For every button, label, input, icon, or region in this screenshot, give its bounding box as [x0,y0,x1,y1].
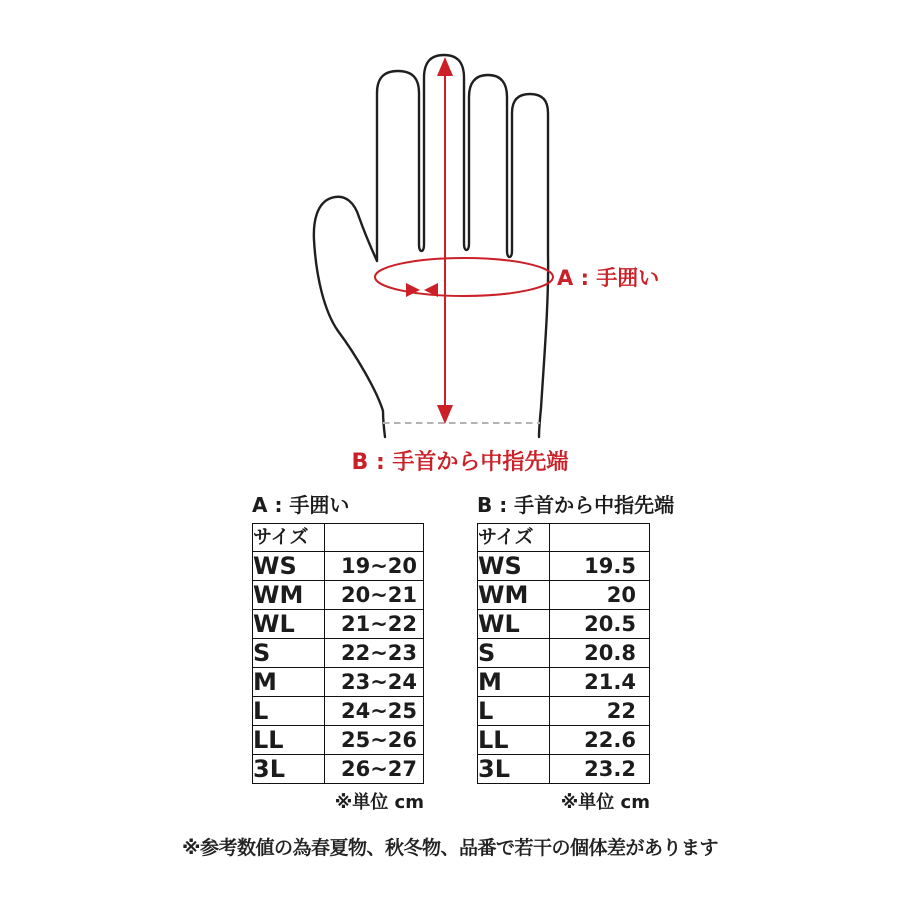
table-b-title: B : 手首から中指先端 [477,493,675,517]
size-cell: L [478,697,550,726]
size-cell: WS [253,552,325,581]
size-cell: M [253,668,325,697]
table-a-section [252,494,424,814]
value-cell: 25~26 [325,726,424,755]
size-cell: 3L [253,755,325,784]
value-cell: 23.2 [550,755,650,784]
table-row [253,726,424,755]
size-cell: LL [253,726,325,755]
label-wrist-to-fingertip: B : 手首から中指先端 [351,450,569,475]
size-cell: S [478,639,550,668]
value-cell: 26~27 [325,755,424,784]
value-cell: 22.6 [550,726,650,755]
size-cell: WM [253,581,325,610]
table-row [478,755,650,784]
value-cell: 21.4 [550,668,650,697]
value-cell: 19.5 [550,552,650,581]
size-header-cell: サイズ [478,524,550,552]
size-cell: WM [478,581,550,610]
value-cell: 23~24 [325,668,424,697]
value-cell: 19~20 [325,552,424,581]
table-a-hand-circumference [252,523,424,784]
size-cell: WL [253,610,325,639]
unit-note-a: ※単位 cm [334,792,424,813]
unit-note-b: ※単位 cm [560,792,650,813]
value-cell: 22 [550,697,650,726]
table-row [478,668,650,697]
table-row [253,581,424,610]
table-row [253,668,424,697]
hand-outline [314,55,548,437]
reference-footnote: ※参考数値の為春夏物、秋冬物、品番で若干の個体差があります [182,837,718,859]
value-cell: 22~23 [325,639,424,668]
value-header-cell [550,524,650,552]
size-cell: M [478,668,550,697]
table-row [478,552,650,581]
table-row [253,610,424,639]
size-cell: WL [478,610,550,639]
table-row [478,581,650,610]
size-cell: LL [478,726,550,755]
table-b-wrist-to-fingertip [477,523,650,784]
size-cell: WS [478,552,550,581]
value-cell: 20.8 [550,639,650,668]
table-row [253,697,424,726]
table-row [253,524,424,552]
value-cell: 20~21 [325,581,424,610]
size-cell: L [253,697,325,726]
value-cell: 20.5 [550,610,650,639]
value-cell: 21~22 [325,610,424,639]
table-a-title: A : 手囲い [252,493,350,517]
table-row [478,610,650,639]
value-header-cell [325,524,424,552]
table-row [478,639,650,668]
table-row [253,552,424,581]
size-cell: S [253,639,325,668]
table-b-section [477,493,675,814]
table-row [478,726,650,755]
value-cell: 24~25 [325,697,424,726]
size-header-cell: サイズ [253,524,325,552]
size-cell: 3L [478,755,550,784]
table-row [478,524,650,552]
label-hand-circumference: A : 手囲い [557,266,660,290]
value-cell: 20 [550,581,650,610]
table-row [253,755,424,784]
table-row [478,697,650,726]
table-row [253,639,424,668]
